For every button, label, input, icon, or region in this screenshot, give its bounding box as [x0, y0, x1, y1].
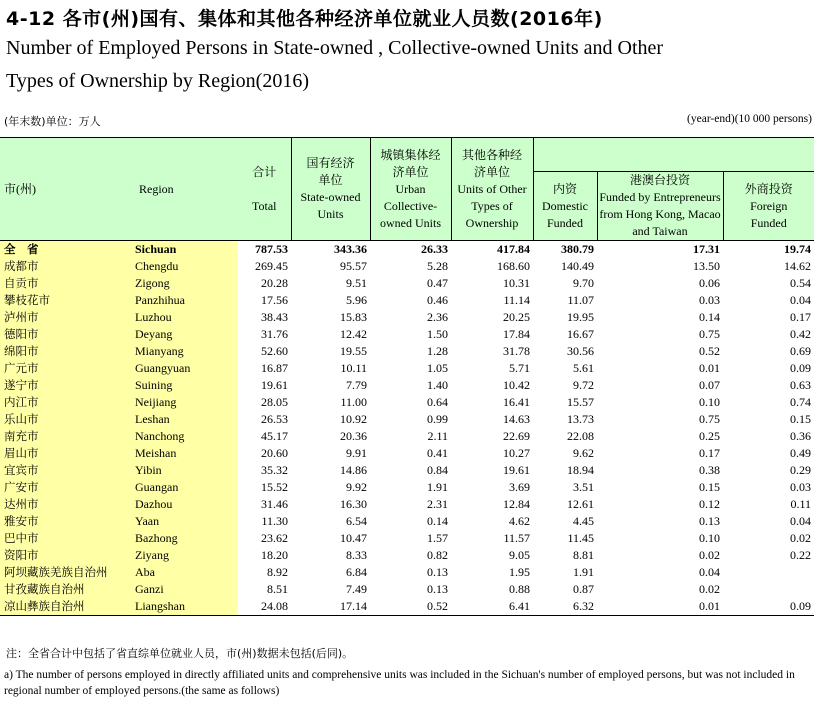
cell-foreign: 0.69 — [790, 344, 812, 358]
cell-state: 9.92 — [346, 480, 367, 494]
cell-hk: 0.01 — [597, 598, 723, 616]
table-row — [0, 462, 814, 479]
cell-foreign: 0.02 — [790, 531, 812, 545]
table-row — [0, 360, 814, 377]
cell-foreign: 19.74 — [784, 242, 812, 256]
cell-cn: 广元市 — [0, 360, 135, 377]
cell-total: 45.17 — [261, 429, 288, 443]
table-row — [0, 445, 814, 462]
table-row — [0, 292, 814, 309]
cell-foreign: 0.15 — [790, 412, 812, 426]
cell-total: 15.52 — [261, 480, 288, 494]
cell-coll: 0.52 — [370, 598, 451, 616]
cell-cn: 广安市 — [0, 479, 135, 496]
cell-cn: 雅安市 — [0, 513, 135, 530]
cell-cn: 资阳市 — [0, 547, 135, 564]
table-row — [0, 309, 814, 326]
cell-foreign: 0.04 — [790, 293, 812, 307]
cell-dom: 18.94 — [567, 463, 594, 477]
cell-hk: 0.52 — [699, 344, 720, 358]
header-hk-en: Funded by Entrepreneurs from Hong Kong, Macao and Taiwan — [599, 190, 721, 238]
cell-cn: 自贡市 — [0, 275, 135, 292]
cell-coll: 26.33 — [421, 242, 448, 256]
cell-state: 15.83 — [340, 310, 367, 324]
cell-en: Ziyang — [135, 547, 238, 564]
header-other-en: Units of Other Types of Ownership — [457, 181, 527, 230]
cell-total: 26.53 — [261, 412, 288, 426]
cell-cn: 泸州市 — [0, 309, 135, 326]
cell-state: 6.84 — [346, 565, 367, 579]
cell-state: 343.36 — [334, 242, 367, 256]
cell-cn: 乐山市 — [0, 411, 135, 428]
cell-en: Luzhou — [135, 309, 238, 326]
cell-coll: 1.40 — [427, 378, 448, 392]
header-other-types — [451, 138, 533, 241]
cell-dom: 1.91 — [573, 565, 594, 579]
cell-hk: 0.06 — [699, 276, 720, 290]
cell-dom: 15.57 — [567, 395, 594, 409]
cell-total: 35.32 — [261, 463, 288, 477]
footnote-en: a) The number of persons employed in directly affiliated units and comprehensive units was included in the Sichuan's number of employed persons, but was not included in regional number of employed persons.(the same as follows) — [4, 669, 795, 697]
cell-total: 8.51 — [267, 582, 288, 596]
cell-total: 19.61 — [261, 378, 288, 392]
cell-cn: 达州市 — [0, 496, 135, 513]
cell-coll: 1.91 — [427, 480, 448, 494]
cell-en: Suining — [135, 377, 238, 394]
cell-foreign: 0.49 — [790, 446, 812, 460]
cell-en: Yibin — [135, 462, 238, 479]
table-row — [0, 513, 814, 530]
cell-state: 9.91 — [346, 446, 367, 460]
cell-state: 17.14 — [291, 598, 370, 616]
cell-foreign: 0.09 — [790, 361, 812, 375]
header-hk-cn: 港澳台投资 — [629, 173, 690, 187]
cell-coll: 0.13 — [427, 582, 448, 596]
header-state-en: State-owned Units — [300, 190, 361, 221]
cell-hk: 0.01 — [699, 361, 720, 375]
header-total — [238, 138, 291, 241]
table-row — [0, 547, 814, 564]
cell-total: 20.60 — [261, 446, 288, 460]
header-other-cn: 其他各种经济单位 — [462, 147, 523, 179]
cell-dom: 8.81 — [573, 548, 594, 562]
cell-cn: 攀枝花市 — [0, 292, 135, 309]
cell-dom: 30.56 — [567, 344, 594, 358]
cell-other: 10.27 — [503, 446, 530, 460]
cell-foreign: 0.74 — [790, 395, 812, 409]
cell-foreign — [723, 564, 814, 581]
cell-hk: 0.38 — [699, 463, 720, 477]
cell-dom: 19.95 — [567, 310, 594, 324]
table-row — [0, 258, 814, 275]
cell-other: 10.31 — [503, 276, 530, 290]
unit-note-cn: (年末数)单位：万人 — [4, 115, 101, 128]
table-row — [0, 241, 814, 259]
cell-hk: 0.02 — [699, 548, 720, 562]
cell-state: 5.96 — [346, 293, 367, 307]
header-region: Region — [135, 138, 238, 241]
cell-dom: 11.07 — [567, 293, 594, 307]
cell-foreign: 0.04 — [790, 514, 812, 528]
header-for-cn: 外商投资 — [744, 181, 793, 196]
cell-cn: 甘孜藏族自治州 — [0, 581, 135, 598]
cell-coll: 1.57 — [427, 531, 448, 545]
cell-total: 269.45 — [255, 259, 288, 273]
cell-coll: 0.84 — [427, 463, 448, 477]
cell-dom: 16.67 — [567, 327, 594, 341]
cell-cn: 巴中市 — [0, 530, 135, 547]
cell-other: 31.78 — [503, 344, 530, 358]
cell-total: 24.08 — [238, 598, 291, 616]
cell-hk: 0.75 — [699, 327, 720, 341]
table-row — [0, 496, 814, 513]
cell-coll: 1.28 — [427, 344, 448, 358]
cell-coll: 0.99 — [427, 412, 448, 426]
cell-dom: 380.79 — [561, 242, 594, 256]
table-row — [0, 530, 814, 547]
cell-en: Leshan — [135, 411, 238, 428]
header-for-en: Foreign Funded — [750, 198, 788, 230]
cell-foreign: 0.09 — [723, 598, 814, 616]
cell-total: 18.20 — [261, 548, 288, 562]
cell-foreign: 0.11 — [790, 497, 812, 511]
header-city: 市(州) — [0, 138, 135, 241]
cell-other: 19.61 — [503, 463, 530, 477]
cell-total: 52.60 — [261, 344, 288, 358]
cell-other: 10.42 — [503, 378, 530, 392]
header-dom-cn: 内资 — [552, 181, 577, 196]
cell-state: 7.79 — [346, 378, 367, 392]
cell-coll: 1.50 — [427, 327, 448, 341]
cell-dom: 4.45 — [573, 514, 594, 528]
cell-state: 11.00 — [340, 395, 367, 409]
cell-other: 12.84 — [503, 497, 530, 511]
cell-total: 23.62 — [261, 531, 288, 545]
cell-state: 20.36 — [340, 429, 367, 443]
header-sub-group — [533, 138, 814, 172]
cell-hk: 0.02 — [699, 582, 720, 596]
cell-en: Mianyang — [135, 343, 238, 360]
cell-hk: 0.13 — [699, 514, 720, 528]
unit-note-en: (year-end)(10 000 persons) — [687, 113, 812, 125]
table-row — [0, 343, 814, 360]
cell-total: 28.05 — [261, 395, 288, 409]
cell-dom: 9.62 — [573, 446, 594, 460]
cell-en: Chengdu — [135, 258, 238, 275]
cell-foreign: 0.42 — [790, 327, 812, 341]
table-row — [0, 411, 814, 428]
cell-hk: 17.31 — [693, 242, 720, 256]
cell-state: 16.30 — [340, 497, 367, 511]
cell-state: 10.47 — [340, 531, 367, 545]
cell-total: 787.53 — [255, 242, 288, 256]
cell-cn: 绵阳市 — [0, 343, 135, 360]
cell-hk: 0.10 — [699, 531, 720, 545]
employment-table — [0, 137, 814, 616]
cell-foreign: 14.62 — [784, 259, 812, 273]
cell-en: Deyang — [135, 326, 238, 343]
cell-cn: 内江市 — [0, 394, 135, 411]
cell-other: 9.05 — [509, 548, 530, 562]
cell-other: 22.69 — [503, 429, 530, 443]
page-title-en-line2: Types of Ownership by Region(2016) — [6, 70, 309, 92]
header-state-owned — [291, 138, 370, 241]
cell-foreign: 0.17 — [790, 310, 812, 324]
cell-state: 10.11 — [340, 361, 367, 375]
cell-other: 14.63 — [503, 412, 530, 426]
cell-coll: 0.64 — [427, 395, 448, 409]
header-total-cn: 合计 — [252, 164, 277, 179]
table-row — [0, 479, 814, 496]
cell-cn: 宜宾市 — [0, 462, 135, 479]
cell-cn: 遂宁市 — [0, 377, 135, 394]
header-total-en: Total — [252, 198, 277, 213]
cell-total: 16.87 — [261, 361, 288, 375]
cell-coll: 0.47 — [427, 276, 448, 290]
cell-dom: 140.49 — [561, 259, 594, 273]
cell-state: 95.57 — [340, 259, 367, 273]
cell-total: 31.76 — [261, 327, 288, 341]
header-coll-cn: 城镇集体经济单位 — [380, 147, 441, 179]
cell-cn: 眉山市 — [0, 445, 135, 462]
cell-hk: 0.10 — [699, 395, 720, 409]
header-state-cn: 国有经济单位 — [306, 156, 355, 187]
cell-hk: 0.25 — [699, 429, 720, 443]
cell-dom: 9.70 — [573, 276, 594, 290]
header-hk-macao-taiwan — [597, 172, 723, 241]
cell-dom: 11.45 — [567, 531, 594, 545]
cell-en: Aba — [135, 564, 238, 581]
header-domestic — [533, 172, 597, 241]
cell-dom: 0.87 — [573, 582, 594, 596]
cell-other: 1.95 — [509, 565, 530, 579]
cell-state: 9.51 — [346, 276, 367, 290]
cell-hk: 0.17 — [699, 446, 720, 460]
cell-en: Yaan — [135, 513, 238, 530]
cell-other: 16.41 — [503, 395, 530, 409]
cell-total: 31.46 — [261, 497, 288, 511]
cell-total: 11.30 — [261, 514, 288, 528]
cell-other: 6.41 — [451, 598, 533, 616]
header-collective — [370, 138, 451, 241]
cell-foreign: 0.29 — [790, 463, 812, 477]
cell-foreign: 0.54 — [790, 276, 812, 290]
table-row — [0, 581, 814, 598]
cell-hk: 13.50 — [693, 259, 720, 273]
table-row — [0, 275, 814, 292]
cell-other: 168.60 — [497, 259, 530, 273]
cell-cn: 德阳市 — [0, 326, 135, 343]
cell-en: Neijiang — [135, 394, 238, 411]
cell-en: Nanchong — [135, 428, 238, 445]
cell-en: Guangan — [135, 479, 238, 496]
cell-en: Ganzi — [135, 581, 238, 598]
cell-dom: 22.08 — [567, 429, 594, 443]
cell-other: 3.69 — [509, 480, 530, 494]
header-foreign — [723, 172, 814, 241]
cell-coll: 1.05 — [427, 361, 448, 375]
cell-cn: 成都市 — [0, 258, 135, 275]
cell-other: 17.84 — [503, 327, 530, 341]
cell-coll: 2.31 — [427, 497, 448, 511]
cell-other: 11.14 — [503, 293, 530, 307]
cell-coll: 0.82 — [427, 548, 448, 562]
page-title-en-line1: Number of Employed Persons in State-owned , Collective-owned Units and Other — [6, 37, 664, 59]
cell-dom: 5.61 — [573, 361, 594, 375]
table-row — [0, 394, 814, 411]
cell-hk: 0.14 — [699, 310, 720, 324]
cell-other: 5.71 — [509, 361, 530, 375]
cell-other: 20.25 — [503, 310, 530, 324]
cell-total: 17.56 — [261, 293, 288, 307]
cell-en: Meishan — [135, 445, 238, 462]
cell-total: 8.92 — [267, 565, 288, 579]
table-row — [0, 564, 814, 581]
cell-dom: 13.73 — [567, 412, 594, 426]
cell-cn: 凉山彝族自治州 — [0, 598, 135, 616]
cell-foreign: 0.63 — [790, 378, 812, 392]
cell-state: 12.42 — [340, 327, 367, 341]
cell-state: 14.86 — [340, 463, 367, 477]
cell-en: Panzhihua — [135, 292, 238, 309]
cell-en: Guangyuan — [135, 360, 238, 377]
cell-en: Liangshan — [135, 598, 238, 616]
table-body — [0, 241, 814, 616]
cell-dom: 9.72 — [573, 378, 594, 392]
table-row — [0, 377, 814, 394]
cell-cn: 全 省 — [0, 241, 135, 259]
cell-coll: 5.28 — [427, 259, 448, 273]
cell-coll: 0.14 — [427, 514, 448, 528]
table-row — [0, 326, 814, 343]
cell-hk: 0.03 — [699, 293, 720, 307]
cell-foreign — [723, 581, 814, 598]
cell-dom: 12.61 — [567, 497, 594, 511]
cell-hk: 0.07 — [699, 378, 720, 392]
cell-coll: 0.13 — [427, 565, 448, 579]
cell-coll: 2.11 — [427, 429, 448, 443]
cell-cn: 阿坝藏族羌族自治州 — [0, 564, 135, 581]
header-coll-en: Urban Collective-owned Units — [380, 181, 441, 230]
cell-state: 10.92 — [340, 412, 367, 426]
cell-dom: 3.51 — [573, 480, 594, 494]
cell-coll: 2.36 — [427, 310, 448, 324]
cell-foreign: 0.36 — [790, 429, 812, 443]
cell-foreign: 0.03 — [790, 480, 812, 494]
cell-coll: 0.41 — [427, 446, 448, 460]
header-dom-en: Domestic Funded — [542, 198, 588, 230]
cell-en: Sichuan — [135, 241, 238, 259]
cell-hk: 0.04 — [699, 565, 720, 579]
cell-other: 417.84 — [497, 242, 530, 256]
cell-en: Zigong — [135, 275, 238, 292]
cell-dom: 6.32 — [533, 598, 597, 616]
table-row — [0, 428, 814, 445]
cell-en: Dazhou — [135, 496, 238, 513]
cell-hk: 0.12 — [699, 497, 720, 511]
page-title-cn: 4-12 各市(州)国有、集体和其他各种经济单位就业人员数(2016年) — [6, 8, 603, 30]
cell-other: 11.57 — [503, 531, 530, 545]
cell-state: 7.49 — [346, 582, 367, 596]
cell-total: 20.28 — [261, 276, 288, 290]
cell-other: 4.62 — [509, 514, 530, 528]
cell-cn: 南充市 — [0, 428, 135, 445]
footnote-cn: 注：全省合计中包括了省直综单位就业人员，市(州)数据未包括(后同)。 — [6, 647, 354, 660]
cell-foreign: 0.22 — [790, 548, 812, 562]
cell-hk: 0.75 — [699, 412, 720, 426]
table-row — [0, 598, 814, 616]
cell-state: 8.33 — [346, 548, 367, 562]
cell-hk: 0.15 — [699, 480, 720, 494]
cell-state: 19.55 — [340, 344, 367, 358]
cell-state: 6.54 — [346, 514, 367, 528]
cell-en: Bazhong — [135, 530, 238, 547]
cell-total: 38.43 — [261, 310, 288, 324]
cell-coll: 0.46 — [427, 293, 448, 307]
cell-other: 0.88 — [509, 582, 530, 596]
